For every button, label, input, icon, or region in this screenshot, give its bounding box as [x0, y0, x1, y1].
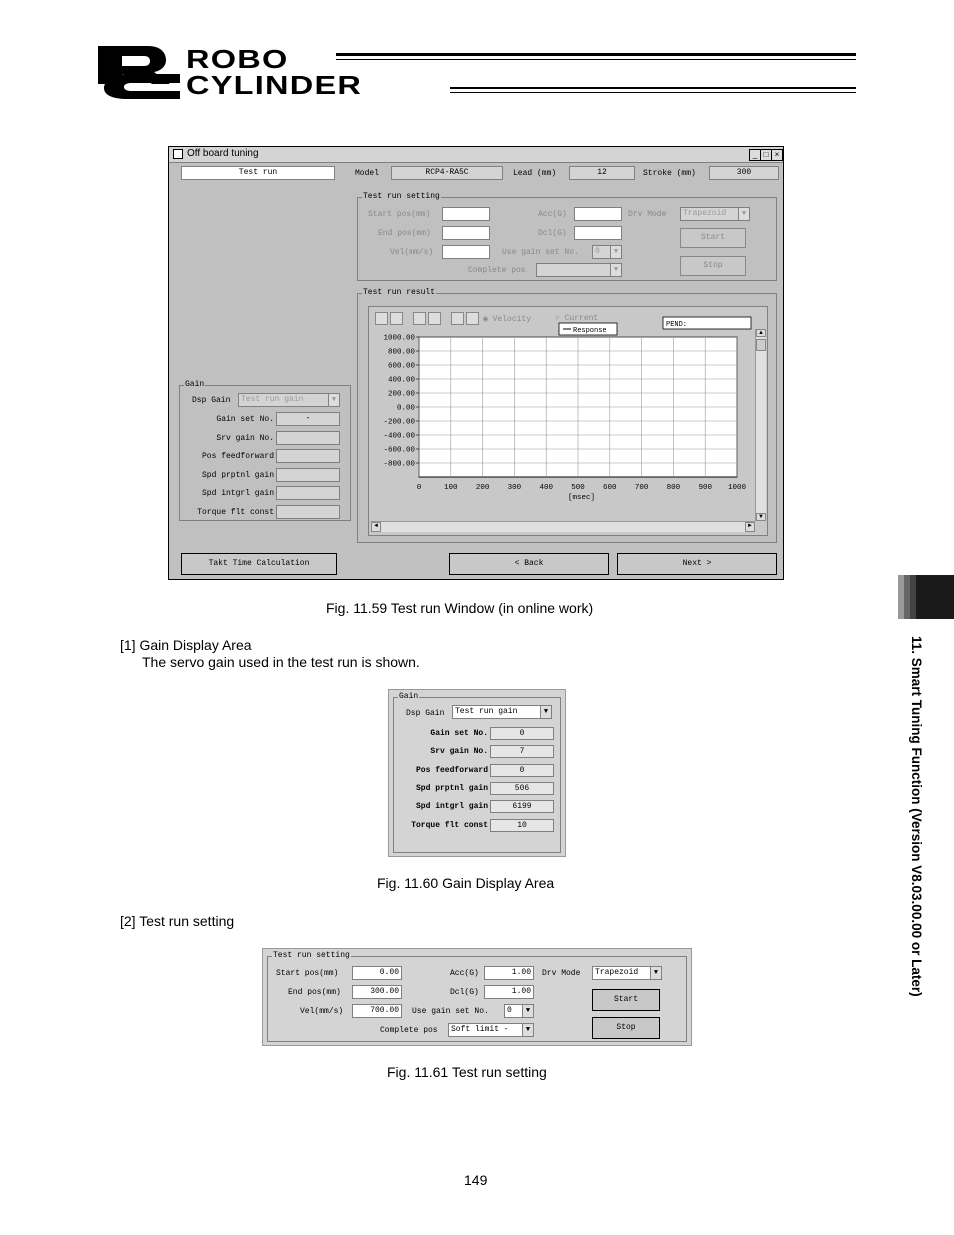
y-tick-label: -600.00 — [383, 446, 415, 455]
x-tick-label: 700 — [634, 484, 649, 492]
rc-logo-icon — [96, 44, 182, 100]
next-button[interactable]: Next > — [617, 553, 777, 575]
y-tick-label: 200.00 — [387, 390, 415, 399]
fig60-caption: Fig. 11.60 Gain Display Area — [377, 875, 555, 891]
dsp-gain-select[interactable] — [238, 393, 340, 407]
gain-row-value: 506 — [490, 782, 554, 795]
acc-input[interactable]: 1.00 — [484, 966, 534, 980]
x-tick-label: 300 — [507, 484, 522, 492]
chevron-down-icon: ▼ — [738, 208, 749, 220]
gain-row-label: Gain set No. — [216, 415, 274, 424]
legend-label: Response — [573, 327, 607, 335]
x-tick-label: 500 — [571, 484, 585, 492]
gain-row-value: 6199 — [490, 800, 554, 813]
dcl-input[interactable]: 1.00 — [484, 985, 534, 999]
complete-pos-label: Complete pos — [468, 266, 526, 275]
off-board-tuning-window — [168, 146, 784, 580]
test-run-setting-area — [262, 948, 692, 1046]
gain-row-label: Srv gain No. — [216, 433, 274, 443]
model-field: RCP4-RA5C — [391, 166, 503, 180]
chevron-down-icon: ▼ — [328, 394, 339, 406]
gain-row-value — [276, 486, 340, 500]
fig59-caption: Fig. 11.59 Test run Window (in online work) — [326, 600, 594, 616]
end-pos-label: End pos(mm) — [378, 229, 431, 238]
dcl-label: Dcl(G) — [538, 229, 567, 238]
gain-row-label: Srv gain No. — [430, 747, 488, 757]
scroll-thumb[interactable] — [756, 339, 766, 351]
section1-body: The servo gain used in the test run is shown. — [142, 654, 420, 670]
acc-input[interactable] — [574, 207, 622, 221]
gain-row-label: Torque flt const — [197, 507, 274, 517]
start-pos-input[interactable]: 0.00 — [352, 966, 402, 980]
fig61-caption: Fig. 11.61 Test run setting — [387, 1064, 547, 1080]
use-gain-select[interactable] — [592, 245, 622, 259]
window-title: Off board tuning — [187, 148, 259, 159]
use-gain-value: 0 — [595, 247, 600, 256]
gain-row-value — [276, 468, 340, 482]
start-button[interactable]: Start — [680, 228, 746, 248]
horizontal-scrollbar[interactable] — [371, 521, 755, 532]
x-tick-label: 100 — [444, 484, 458, 492]
group-title: Gain — [185, 380, 205, 389]
end-pos-input[interactable]: 300.00 — [352, 985, 402, 999]
group-title: Test run setting — [273, 951, 350, 960]
gain-row-label: Spd prptnl gain — [201, 470, 274, 480]
chevron-down-icon: ▼ — [540, 706, 551, 718]
start-pos-label: Start pos(mm) — [368, 210, 431, 219]
vertical-scrollbar[interactable] — [755, 329, 766, 521]
group-title: Test run setting — [363, 192, 440, 201]
gain-row-value: 0 — [490, 764, 554, 777]
header-rule-top — [336, 53, 856, 56]
y-tick-label: 400.00 — [387, 376, 415, 385]
vel-input[interactable]: 700.00 — [352, 1004, 402, 1018]
drv-mode-value: Trapezoid — [595, 968, 639, 977]
dsp-gain-label: Dsp Gain — [192, 396, 231, 405]
gain-row-value: 10 — [490, 819, 554, 832]
velocity-label: Velocity — [492, 315, 532, 324]
x-axis-label: [msec] — [568, 494, 596, 502]
test-run-result-group — [357, 288, 777, 543]
zoom-x-icon[interactable] — [413, 312, 426, 325]
header-rule-bottom-thin — [450, 92, 856, 93]
stop-button[interactable]: Stop — [680, 256, 746, 276]
x-tick-label: 1000 — [727, 484, 747, 492]
gain-row-label: Torque flt const — [411, 820, 488, 830]
save-icon[interactable] — [390, 312, 403, 325]
vel-label: Vel(mm/s) — [300, 1007, 344, 1016]
response-chart — [369, 321, 753, 513]
dsp-gain-value: Test run gain — [241, 395, 304, 404]
y-tick-label: -800.00 — [383, 460, 415, 469]
gain-row-value: - — [276, 412, 340, 426]
dsp-gain-select[interactable] — [452, 705, 552, 719]
chapter-side-text: 11. Smart Tuning Function (Version V8.03.00.00 or Later) — [909, 636, 924, 997]
use-gain-select[interactable] — [504, 1004, 534, 1018]
chevron-down-icon: ▼ — [650, 967, 661, 979]
gain-row-label: Pos feedforward — [201, 452, 274, 461]
zoom-in-icon[interactable] — [451, 312, 464, 325]
x-tick-label: 600 — [603, 484, 617, 492]
title-bar — [169, 147, 783, 163]
gain-row-value: 0 — [490, 727, 554, 740]
zoom-out-icon[interactable] — [466, 312, 479, 325]
group-title: Test run result — [363, 288, 436, 297]
x-tick-label: 400 — [539, 484, 553, 492]
chevron-down-icon: ▼ — [522, 1024, 533, 1036]
dsp-gain-label: Dsp Gain — [406, 709, 445, 718]
end-pos-label: End pos(mm) — [288, 988, 341, 997]
gain-row-label: Gain set No. — [430, 729, 488, 738]
logo-cylinder-text: CYLINDER — [186, 70, 363, 100]
test-run-setting-group — [267, 951, 687, 1042]
section1-title: [1] Gain Display Area — [120, 637, 252, 653]
maximize-icon[interactable]: □ — [760, 149, 772, 161]
complete-pos-value: Soft limit - — [451, 1025, 509, 1034]
scroll-right-icon[interactable]: ► — [745, 522, 755, 532]
y-tick-label: 600.00 — [387, 362, 415, 371]
chart-panel — [368, 306, 768, 536]
x-tick-label: 800 — [666, 484, 681, 492]
stroke-field: 300 — [709, 166, 779, 180]
chevron-down-icon: ▼ — [610, 264, 621, 276]
gain-row-label: Pos feedforward — [415, 765, 488, 775]
takt-time-button[interactable]: Takt Time Calculation — [181, 553, 337, 575]
complete-pos-select[interactable] — [448, 1023, 534, 1037]
complete-pos-label: Complete pos — [380, 1026, 438, 1035]
open-icon[interactable] — [375, 312, 388, 325]
use-gain-label: Use gain set No. — [502, 248, 579, 257]
drv-mode-select[interactable] — [592, 966, 662, 980]
y-tick-label: -400.00 — [383, 432, 415, 441]
end-pos-input[interactable] — [442, 226, 490, 240]
stroke-label: Stroke (mm) — [643, 169, 696, 178]
start-pos-label: Start pos(mm) — [276, 969, 339, 978]
vel-input[interactable] — [442, 245, 490, 259]
use-gain-value: 0 — [507, 1006, 512, 1015]
gain-group — [179, 380, 351, 521]
gain-row-value: 7 — [490, 745, 554, 758]
acc-label: Acc(G) — [450, 969, 479, 978]
chapter-side-tab — [898, 575, 954, 619]
close-icon[interactable]: × — [771, 149, 783, 161]
gain-row-value — [276, 449, 340, 463]
gain-row-value — [276, 505, 340, 519]
page-number: 149 — [464, 1172, 488, 1188]
chevron-down-icon: ▼ — [522, 1005, 533, 1017]
x-tick-label: 900 — [698, 484, 712, 492]
x-tick-label: 0 — [416, 484, 422, 492]
gain-row-label: Spd intgrl gain — [201, 489, 274, 498]
test-run-setting-group — [357, 192, 777, 281]
vel-label: Vel(mm/s) — [390, 248, 434, 257]
gain-display-group — [393, 692, 561, 853]
start-button[interactable]: Start — [592, 989, 660, 1011]
gain-row-label: Spd intgrl gain — [415, 802, 488, 812]
y-tick-label: 1000.00 — [383, 334, 415, 343]
minimize-icon[interactable]: _ — [749, 149, 761, 161]
start-pos-input[interactable] — [442, 207, 490, 221]
gain-row-value — [276, 431, 340, 445]
group-title: Gain — [399, 692, 419, 701]
stop-button[interactable]: Stop — [592, 1017, 660, 1039]
logo-robo-text: ROBO — [186, 44, 289, 74]
lead-field: 12 — [569, 166, 635, 180]
scroll-up-icon[interactable]: ▲ — [756, 329, 766, 337]
x-tick-label: 200 — [475, 484, 490, 492]
section2-title: [2] Test run setting — [120, 913, 235, 929]
lead-label: Lead (mm) — [513, 169, 557, 178]
pend-label: PEND: — [666, 321, 688, 329]
current-radio[interactable]: ○ Current — [555, 314, 599, 323]
drv-mode-label: Drv Mode — [542, 969, 581, 978]
gain-display-area — [388, 689, 566, 857]
scroll-down-icon[interactable]: ▼ — [756, 513, 766, 521]
dcl-input[interactable] — [574, 226, 622, 240]
dsp-gain-value: Test run gain — [455, 707, 518, 716]
y-tick-label: 800.00 — [387, 348, 415, 357]
drv-mode-select[interactable] — [680, 207, 750, 221]
model-label: Model — [355, 169, 380, 178]
scroll-left-icon[interactable]: ◄ — [371, 522, 381, 532]
drv-mode-value: Trapezoid — [683, 209, 727, 218]
y-tick-label: 0.00 — [396, 404, 415, 413]
use-gain-label: Use gain set No. — [412, 1007, 489, 1016]
complete-pos-select[interactable] — [536, 263, 622, 277]
velocity-radio[interactable]: ◉ Velocity — [483, 315, 532, 324]
header-rule-bottom — [450, 87, 856, 89]
window-icon — [173, 149, 183, 159]
y-tick-label: -200.00 — [383, 418, 415, 427]
chevron-down-icon: ▼ — [610, 246, 621, 258]
current-label: Current — [564, 314, 599, 323]
dcl-label: Dcl(G) — [450, 988, 479, 997]
back-button[interactable]: < Back — [449, 553, 609, 575]
header-rule-top-thin — [336, 59, 856, 60]
mode-field: Test run — [181, 166, 335, 180]
zoom-y-icon[interactable] — [428, 312, 441, 325]
acc-label: Acc(G) — [538, 210, 567, 219]
gain-row-label: Spd prptnl gain — [415, 783, 488, 793]
drv-mode-label: Drv Mode — [628, 210, 667, 219]
